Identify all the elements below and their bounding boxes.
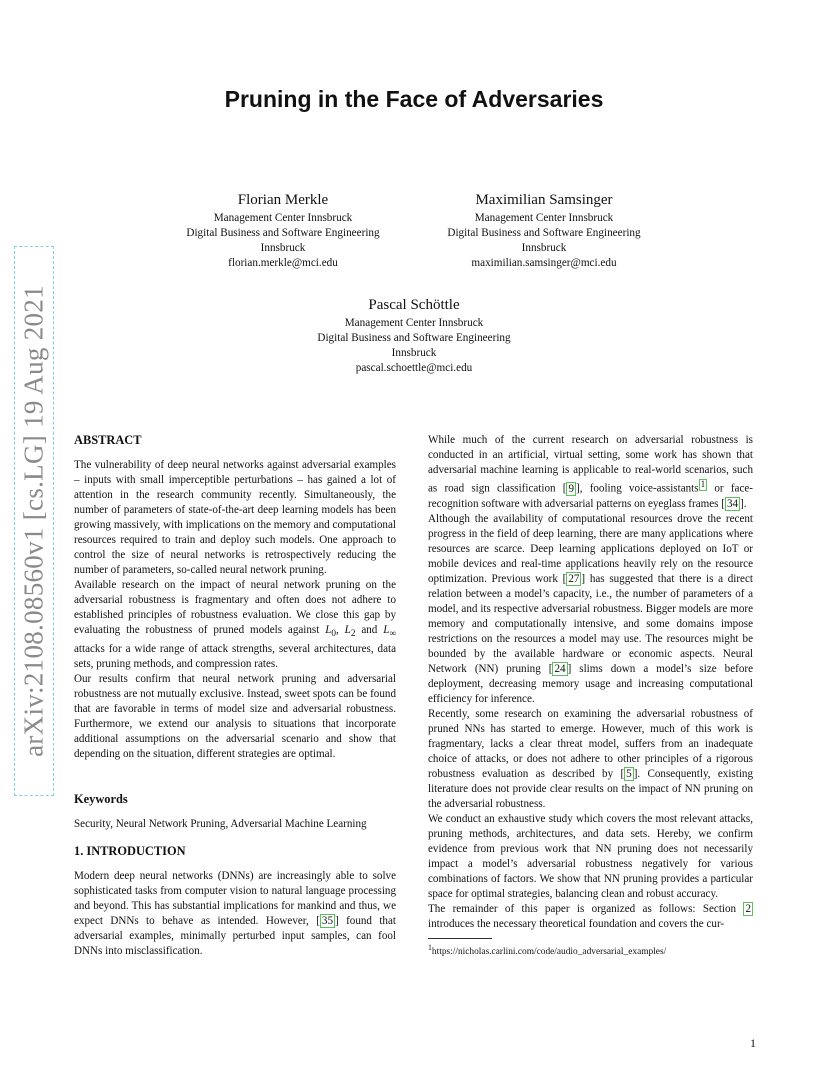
- citation-link[interactable]: 27: [568, 572, 580, 585]
- right-column: [428, 433, 753, 959]
- author-department: Digital Business and Software Engineering: [186, 227, 380, 239]
- author-email: florian.merkle@mci.edu: [228, 257, 338, 269]
- footnote-link[interactable]: 1: [700, 480, 706, 490]
- section-link[interactable]: 2: [745, 902, 751, 915]
- citation-link[interactable]: 9: [568, 482, 575, 495]
- citation-link[interactable]: 24: [554, 662, 566, 675]
- abstract-heading: ABSTRACT: [74, 433, 142, 447]
- keywords-text: Security, Neural Network Pruning, Adversarial Machine Learning: [74, 818, 367, 831]
- author-affiliation: Management Center Innsbruck: [344, 317, 484, 329]
- author-block: [294, 295, 534, 376]
- arxiv-identifier: arXiv:2108.08560v1 [cs.LG] 19 Aug 2021: [18, 285, 49, 757]
- author-name: Maximilian Samsinger: [475, 192, 613, 208]
- author-department: Digital Business and Software Engineering: [317, 332, 511, 344]
- author-name: Florian Merkle: [237, 192, 329, 208]
- keywords-heading: Keywords: [74, 792, 128, 807]
- arxiv-stamp: [14, 246, 54, 796]
- page-number: 1: [750, 1036, 756, 1050]
- footnote: $^1$https://nicholas.carlini.com/code/audio_adversarial_examples/: [428, 942, 667, 957]
- abstract-paragraph: Our results confirm that neural network pruning and adversarial robustness are not mutually exclusive. Instead, sweet spots can be found that are favorable in terms of model size and adversarial robustness. Furthermore, we extend our analysis to situations that incorporate additional assumptions on the adversarial scenario and show that depending on the situation, different strategies are optimal.: [74, 673, 396, 761]
- body-paragraph: We conduct an exhaustive study which covers the most relevant attacks, pruning methods, architectures, and data sets. Hereby, we confirm evidence from previous work that NN pruning does not necessarily impact a model’s adversarial robustness negatively for various combinations of factors. We show that NN pruning provides a particular space for optimal strategies, balancing clean and robust accuracy.: [428, 812, 753, 900]
- body-paragraph: While much of the current research on adversarial robustness is conducted in an artificial, virtual setting, some work has shown that adversarial machine learning is applicable to real-world scenarios, such as road sign classification [ 9 ], fooling voice-assistants $^1$ or face-recognition software with adversarial patterns on eyeglass frames [ 34 ].: [428, 434, 753, 510]
- author-affiliation: Management Center Innsbruck: [474, 212, 614, 224]
- author-city: Innsbruck: [391, 347, 437, 359]
- author-email: pascal.schoettle@mci.edu: [355, 362, 473, 374]
- introduction-heading: 1. INTRODUCTION: [74, 844, 186, 859]
- citation-link[interactable]: 34: [726, 497, 739, 510]
- author-block: [163, 190, 403, 271]
- author-email: maximilian.samsinger@mci.edu: [471, 257, 617, 269]
- author-city: Innsbruck: [260, 242, 306, 254]
- introduction-paragraph: Modern deep neural networks (DNNs) are increasingly able to solve sophisticated tasks from computer vision to natural language processing and beyond. This has substantial implications for mankind and thus, we expect DNNs to behave as intended. However, [ 35 ] found that adversarial examples, minimally perturbed input samples, can fool DNNs into misclassification.: [74, 870, 396, 958]
- body-paragraph: Recently, some research on examining the adversarial robustness of pruned NNs has started to emerge. However, much of this work is fragmentary, lacks a clear threat model, suffers from an inadequate choice of attacks, or does not adhere to other principles of a rigorous robustness evaluation as described by [ 5 ]. Consequently, existing literature does not provide clear results on the impact of NN pruning on the adversarial robustness.: [428, 707, 753, 810]
- abstract-paragraph: Available research on the impact of neural network pruning on the adversarial robustness is fragmentary and often does not adhere to established principles of robustness evaluation. We close this gap by evaluating the robustness of pruned models against $L_0$, $L_2$ and $L_\infty$ attacks for a wide range of attack strengths, several architectures, data sets, pruning methods, and compression rates.: [74, 579, 397, 671]
- abstract-paragraph: The vulnerability of deep neural networks against adversarial examples – inputs with small imperceptible perturbations – has gained a lot of attention in the research community recently. Simultaneously, the number of parameters of state-of-the-art deep learning models has been growing massively, with implications on the memory and computational resources required to train and deploy such models. One approach to control the size of neural networks is retrospectively reducing the number of parameters, so-called neural network pruning.: [74, 459, 396, 576]
- footnote-rule: [428, 938, 492, 939]
- author-department: Digital Business and Software Engineering: [447, 227, 641, 239]
- author-block: [424, 190, 664, 271]
- citation-link[interactable]: 35: [321, 915, 333, 928]
- author-city: Innsbruck: [521, 242, 567, 254]
- left-column: [74, 433, 396, 959]
- citation-link[interactable]: 5: [626, 767, 632, 780]
- author-name: Pascal Schöttle: [368, 297, 460, 313]
- body-paragraph: Although the availability of computational resources drove the recent progress in the field of deep learning, there are many applications where resources are scarce. Deep learning applications deployed on IoT or mobile devices and real-time applications heavily rely on the resource optimization. Previous work [ 27 ] has suggested that there is a direct relation between a model’s capacity, i.e., the number of parameters of a model, and its respective adversarial robustness. Bigger models are more memory and computationally intensive, and some domains impose restrictions on the resources a model may use. The resources might be bounded by the available hardware or economic aspects. Neural Network (NN) pruning [ 24 ] slims down a model’s size before deployment, decreasing memory usage and increasing computational efficiency for inference.: [428, 512, 754, 705]
- paper-title: Pruning in the Face of Adversaries: [224, 86, 604, 112]
- body-paragraph: The remainder of this paper is organized as follows: Section 2 introduces the necessary theoretical foundation and covers the cur-: [428, 902, 751, 930]
- footnote-url[interactable]: https://nicholas.carlini.com/code/audio_adversarial_examples/: [431, 946, 667, 957]
- author-affiliation: Management Center Innsbruck: [213, 212, 353, 224]
